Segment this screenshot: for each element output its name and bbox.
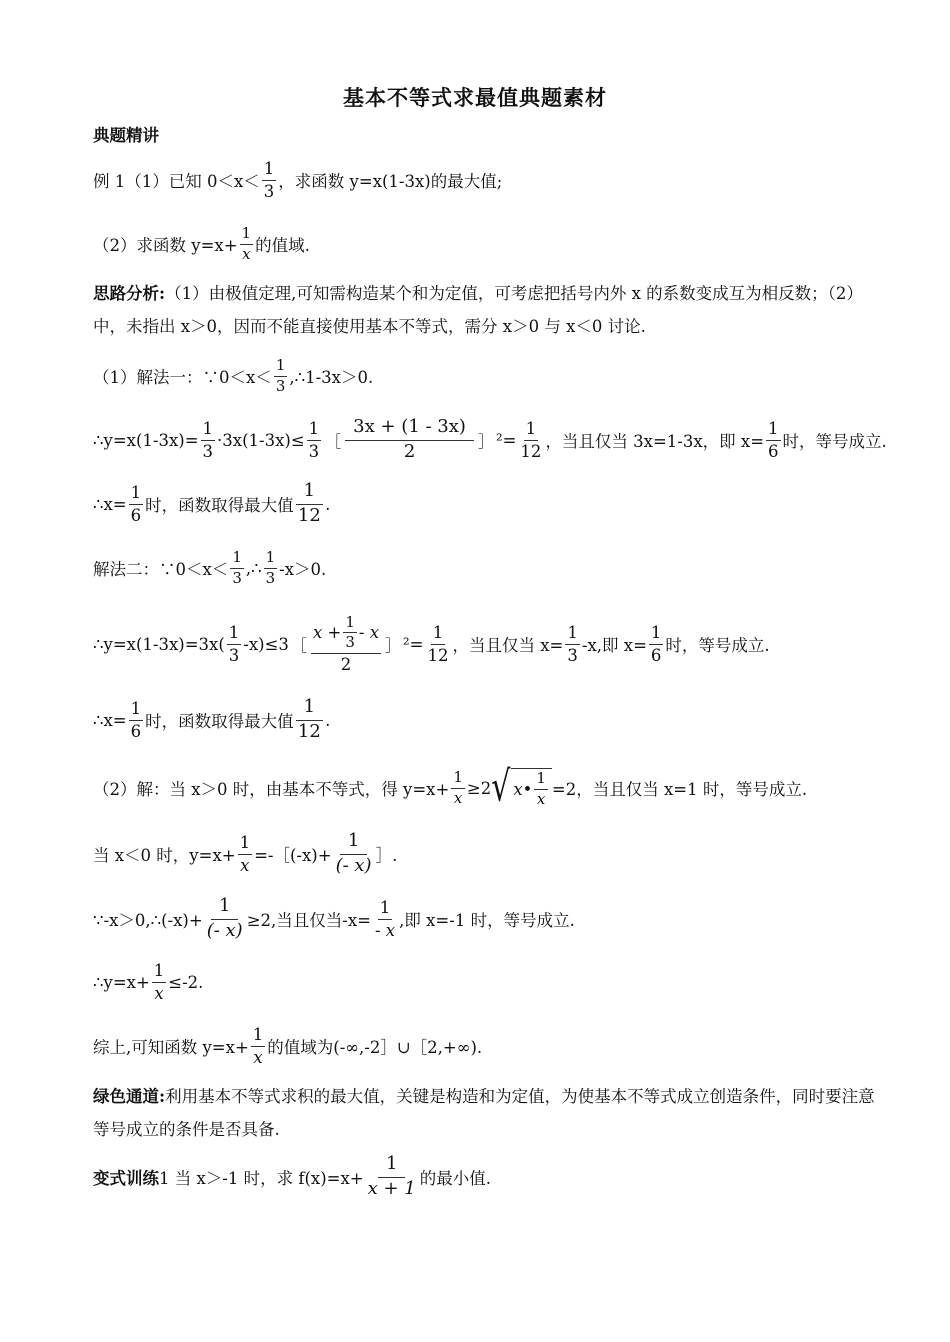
part-2-line-4 <box>93 952 203 1012</box>
denominator: 3 <box>345 633 355 652</box>
text: ,即 x=-1 时，等号成立. <box>399 911 575 930</box>
numerator: 1 <box>238 834 253 854</box>
denominator: 12 <box>427 645 449 665</box>
denominator: 3 <box>228 645 240 665</box>
text: 的值域为(-∞,-2］∪［2,+∞). <box>267 1038 483 1057</box>
numerator: 1 <box>251 1026 266 1046</box>
fraction <box>230 547 244 587</box>
numerator: 1 <box>296 482 323 505</box>
fraction <box>201 420 216 460</box>
solution-2-line-3 <box>93 690 330 750</box>
fraction <box>451 767 465 807</box>
part-2-line-3 <box>93 889 575 949</box>
numerator: 1 <box>766 420 781 440</box>
part-2-line-2 <box>93 824 397 884</box>
fraction <box>238 834 253 874</box>
fraction <box>262 160 277 200</box>
green-channel-paragraph <box>93 1080 883 1146</box>
text: ］. <box>375 846 398 865</box>
denominator: 12 <box>520 441 542 461</box>
text: ∴y=x(1-3x)=3x( <box>93 634 225 654</box>
denominator: 3 <box>232 568 242 587</box>
fraction <box>296 482 323 526</box>
fraction <box>152 962 167 1002</box>
denominator: x <box>154 983 164 1003</box>
text: 当 x＜0 时，y=x+ <box>93 846 236 865</box>
denominator: - x <box>374 920 396 940</box>
example-1-part-1 <box>93 150 502 210</box>
denominator: 3 <box>275 376 286 395</box>
nested-fraction <box>311 612 381 675</box>
part-2-line-1 <box>93 758 807 818</box>
text: -x＞0. <box>279 560 327 579</box>
denominator: 12 <box>297 721 321 742</box>
denominator: x + 1 <box>367 1178 416 1199</box>
denominator: x <box>536 790 546 808</box>
numerator: 1 <box>534 771 548 790</box>
numerator: 1 <box>264 550 278 569</box>
text: ∴x= <box>93 494 127 514</box>
square-root <box>491 762 552 812</box>
fraction <box>343 612 357 652</box>
text: ≥2,当且仅当-x= <box>246 911 371 930</box>
numerator: 3x + (1 - 3x) <box>345 418 474 441</box>
radicand <box>511 768 552 808</box>
denominator: 3 <box>308 441 320 461</box>
denominator: 3 <box>263 181 275 201</box>
fraction <box>129 484 144 524</box>
fraction <box>307 420 322 460</box>
numerator: 1 <box>240 226 254 245</box>
fraction <box>251 1026 266 1066</box>
solution-2-line-2 <box>93 614 770 674</box>
green-channel-label: 绿色通道: <box>93 1087 166 1106</box>
numerator: 1 <box>378 1155 405 1178</box>
fraction <box>334 832 374 876</box>
text: x• <box>513 780 533 799</box>
page-title: 基本不等式求最值典题素材 <box>343 85 607 110</box>
fraction <box>366 1155 418 1199</box>
text: ²= <box>495 430 517 450</box>
numerator: 1 <box>649 624 664 644</box>
text: -x,即 x= <box>581 636 647 655</box>
text: （1）解法一：∵0＜x＜ <box>93 368 272 387</box>
denominator: 6 <box>130 721 142 741</box>
solution-2-line-1 <box>93 538 326 598</box>
text: ,∴ <box>245 558 262 578</box>
numerator: 1 <box>201 420 216 440</box>
fraction <box>264 547 278 587</box>
text: . <box>325 494 331 514</box>
text: x + <box>312 623 342 643</box>
fraction <box>129 700 144 740</box>
numerator: 1 <box>343 615 357 634</box>
numerator: 1 <box>451 770 465 789</box>
text: 的值域. <box>255 236 310 255</box>
section-heading: 典题精讲 <box>93 126 159 145</box>
denominator: 6 <box>768 441 779 461</box>
numerator: 1 <box>274 358 288 377</box>
green-channel-text: 利用基本不等式求积的最大值，关键是构造和为定值，为使基本不等式成立创造条件，同时要注意等号成立的条件是否具备. <box>93 1087 875 1139</box>
numerator: 1 <box>211 897 238 920</box>
denominator: x <box>240 855 250 875</box>
numerator: 1 <box>431 624 446 644</box>
denominator: x <box>242 244 251 263</box>
analysis-paragraph <box>93 277 883 343</box>
solution-1-line-2 <box>93 410 887 470</box>
text: ，当且仅当 x= <box>452 636 564 655</box>
numerator: 1 <box>152 962 167 982</box>
fraction <box>296 698 323 742</box>
denominator: 2 <box>340 655 352 675</box>
text: =2，当且仅当 x=1 时，等号成立. <box>551 780 808 799</box>
text: 时，函数取得最大值 <box>145 496 294 515</box>
analysis-label: 思路分析: <box>93 284 166 303</box>
text: （2）求函数 y=x+ <box>93 236 238 255</box>
fraction <box>534 771 548 808</box>
solution-1-line-1 <box>93 346 373 406</box>
part-2-conclusion <box>93 1016 482 1076</box>
text: ·3x(1-3x)≤ <box>217 430 305 450</box>
denominator: x <box>453 788 463 807</box>
text: - x <box>358 623 380 643</box>
denominator: 6 <box>130 505 142 525</box>
left-bracket: ［ <box>290 635 307 655</box>
denominator: 3 <box>202 441 214 461</box>
denominator: 3 <box>265 568 276 587</box>
fraction <box>227 624 242 664</box>
denominator: x <box>253 1047 263 1067</box>
denominator: 3 <box>567 645 578 665</box>
text: ，当且仅当 3x=1-3x，即 x= <box>545 432 765 451</box>
radical-sign-icon: √ <box>491 762 511 812</box>
example-1-part-2 <box>93 214 310 274</box>
left-bracket: ［ <box>325 431 342 451</box>
denominator: 12 <box>297 505 321 526</box>
denominator: 2 <box>403 441 416 462</box>
numerator: 1 <box>129 700 144 720</box>
text: ≥2 <box>466 778 492 798</box>
fraction <box>518 420 543 460</box>
denominator: (- x) <box>335 855 372 876</box>
fraction <box>766 420 781 460</box>
text: ∴y=x+ <box>93 972 150 992</box>
text: 例 1（1）已知 0＜x＜ <box>93 172 260 191</box>
numerator: 1 <box>307 420 322 440</box>
text: （2）解：当 x＞0 时，由基本不等式，得 y=x+ <box>93 780 450 799</box>
text: ²= <box>403 634 424 654</box>
denominator: 6 <box>650 645 662 665</box>
text: 时，函数取得最大值 <box>145 712 294 731</box>
fraction <box>649 624 664 664</box>
text: ∴x= <box>93 710 127 730</box>
text: 的最小值. <box>419 1169 491 1188</box>
text: ∴y=x(1-3x)= <box>93 430 199 450</box>
analysis-text: （1）由极值定理,可知需构造某个和为定值，可考虑把括号内外 x 的系数变成互为相反数；（2）中，未指出 x＞0，因而不能直接使用基本不等式，需分 x＞0 与 x＜0 讨论. <box>93 284 863 336</box>
text: 时，等号成立. <box>665 636 770 655</box>
fraction <box>274 355 288 395</box>
numerator: 1 <box>230 550 244 569</box>
text: ，求函数 y=x(1-3x)的最大值; <box>278 172 503 191</box>
numerator <box>311 612 381 655</box>
numerator: 1 <box>565 624 580 644</box>
fraction <box>240 223 254 263</box>
text: . <box>325 710 331 730</box>
numerator: 1 <box>227 624 242 644</box>
text: ∵-x＞0,∴(-x)+ <box>93 911 203 930</box>
numerator: 1 <box>262 160 277 180</box>
text: 综上,可知函数 y=x+ <box>93 1038 249 1057</box>
numerator: 1 <box>524 420 539 440</box>
fraction <box>205 897 245 941</box>
solution-1-line-3 <box>93 474 330 534</box>
fraction <box>345 418 474 462</box>
right-bracket: ］ <box>385 635 402 655</box>
variant-training <box>93 1147 491 1207</box>
fraction <box>426 624 451 664</box>
numerator: 1 <box>296 698 323 721</box>
right-bracket: ］ <box>477 431 494 451</box>
text: =-［(-x)+ <box>254 846 332 865</box>
text: 1 当 x＞-1 时，求 f(x)=x+ <box>159 1169 364 1188</box>
denominator: (- x) <box>206 920 243 941</box>
numerator: 1 <box>340 832 367 855</box>
text: ,∴1-3x＞0. <box>289 368 374 387</box>
text: 解法二：∵0＜x＜ <box>93 560 229 579</box>
fraction <box>373 899 397 939</box>
numerator: 1 <box>378 899 393 919</box>
text: 时，等号成立. <box>782 432 887 451</box>
variant-label: 变式训练 <box>93 1169 159 1188</box>
text: ≤-2. <box>168 972 204 992</box>
fraction <box>565 624 580 664</box>
text: -x)≤3 <box>243 634 289 654</box>
numerator: 1 <box>129 484 144 504</box>
